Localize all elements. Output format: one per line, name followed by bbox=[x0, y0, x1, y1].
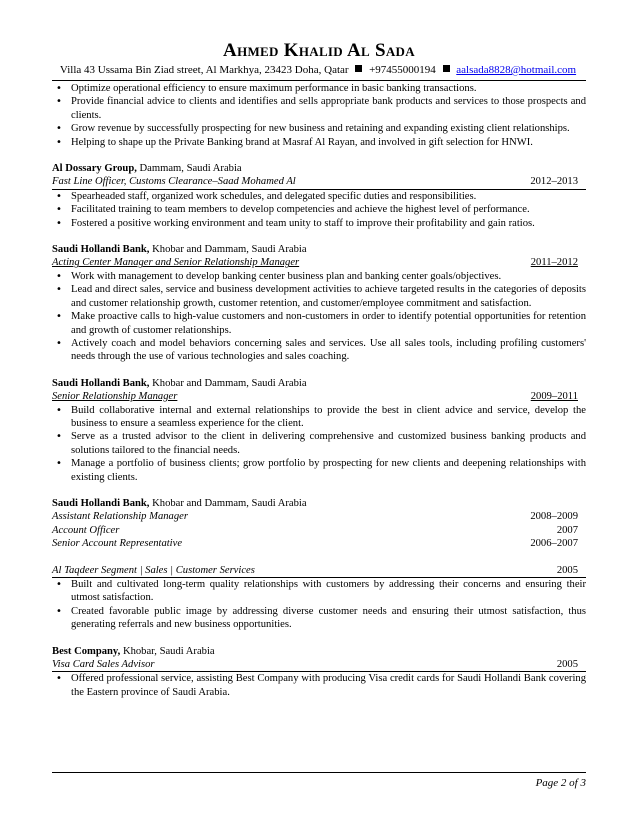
role-title: Assistant Relationship Manager bbox=[52, 511, 188, 523]
role-line bbox=[52, 390, 586, 403]
role-dates: 2011–2012 bbox=[530, 257, 578, 269]
company-line bbox=[52, 377, 586, 390]
bullet-item: • Offered professional service, assisting Best Company with producing Visa credit cards for Saudi Hollandi Bank covering the Eastern province of Saudi Arabia. bbox=[52, 672, 586, 699]
bullet-item: • Optimize operational efficiency to ensure maximum performance in basic banking transactions. bbox=[52, 82, 586, 95]
bullet-item: • Serve as a trusted advisor to the client in delivering comprehensive and customized business banking products and solutions tailored to the financial needs. bbox=[52, 430, 586, 457]
role-dates: 2009–2011 bbox=[530, 391, 578, 403]
bullet-item: • Build collaborative internal and external relationships to provide the best in client advice and service, develop the business to ensure a seamless experience for the client. bbox=[52, 404, 586, 431]
job-bullet-list bbox=[52, 190, 586, 230]
bullet-item: • Grow revenue by successfully prospecting for new business and retaining and expanding existing client relationships. bbox=[52, 122, 586, 135]
role-title: Al Taqdeer Segment | Sales | Customer Services bbox=[52, 564, 255, 576]
role-line bbox=[52, 564, 586, 578]
role-dates: 2006–2007 bbox=[530, 538, 578, 550]
role-dates: 2008–2009 bbox=[530, 511, 578, 523]
spacer bbox=[52, 551, 586, 564]
company-name: Al Dossary Group, bbox=[52, 163, 137, 175]
resume-content bbox=[52, 82, 586, 699]
bullet-item: • Built and cultivated long-term quality relationships with customers by addressing their concerns and ensuring their utmost satisfaction. bbox=[52, 578, 586, 605]
company-line bbox=[52, 497, 586, 510]
role-title: Fast Line Officer, Customs Clearance–Saad Mohamed Al bbox=[52, 176, 296, 188]
company-line bbox=[52, 243, 586, 256]
bullet-item: • Lead and direct sales, service and business development activities to achieve targeted results in the categories of deposits and customer relationship growth, customer retention, and customer/employee commitment and satisfaction. bbox=[52, 283, 586, 310]
role-title: Account Officer bbox=[52, 524, 120, 536]
bullet-item: • Facilitated training to team members to develop competencies and achieve the highest level of performance. bbox=[52, 203, 586, 216]
company-name: Best Company, bbox=[52, 645, 121, 657]
job-entry bbox=[52, 243, 586, 364]
company-line bbox=[52, 162, 586, 175]
role-line bbox=[52, 256, 586, 269]
role-title: Visa Card Sales Advisor bbox=[52, 659, 155, 671]
bullet-item: • Provide financial advice to clients and identifies and sells appropriate bank products and services to those prospects and clients. bbox=[52, 95, 586, 122]
bullet-item: • Spearheaded staff, organized work schedules, and delegated specific duties and responsibilities. bbox=[52, 190, 586, 203]
address: Villa 43 Ussama Bin Ziad street, Al Markhya, 23423 Doha, Qatar bbox=[59, 64, 349, 76]
company-name: Saudi Hollandi Bank, bbox=[52, 497, 150, 509]
bullet-item: • Created favorable public image by addressing diverse customer needs and ensuring their utmost satisfaction, thus generating referrals and new business opportunities. bbox=[52, 605, 586, 632]
company-location: Khobar and Dammam, Saudi Arabia bbox=[152, 377, 307, 389]
job-bullet-list bbox=[52, 270, 586, 364]
header-divider bbox=[52, 80, 586, 81]
company-location: Khobar, Saudi Arabia bbox=[122, 645, 215, 657]
candidate-name: Ahmed Khalid Al Sada bbox=[223, 40, 415, 61]
job-entry bbox=[52, 497, 586, 632]
role-dates: 2012–2013 bbox=[530, 176, 578, 188]
bullet-item: • Actively coach and model behaviors concerning sales and services. Use all sales tools, including profiling customers' needs through the use of various technologies and sales coaching. bbox=[52, 337, 586, 364]
company-name: Saudi Hollandi Bank, bbox=[52, 377, 150, 389]
role-dates: 2005 bbox=[556, 659, 578, 671]
email-link[interactable]: aalsada8828@hotmail.com bbox=[456, 64, 577, 76]
company-location: Dammam, Saudi Arabia bbox=[139, 163, 242, 175]
company-name: Saudi Hollandi Bank, bbox=[52, 244, 150, 256]
phone: +97455000194 bbox=[369, 64, 436, 76]
company-location: Khobar and Dammam, Saudi Arabia bbox=[152, 497, 307, 509]
role-title: Acting Center Manager and Senior Relationship Manager bbox=[52, 257, 300, 269]
role-line bbox=[52, 175, 586, 189]
bullet-item: • Make proactive calls to high-value customers and non-customers in order to identify potential opportunities for retention and growth of customer relationships. bbox=[52, 310, 586, 337]
job-entry bbox=[52, 645, 586, 700]
footer-divider bbox=[52, 772, 586, 773]
role-line bbox=[52, 524, 586, 537]
role-dates: 2007 bbox=[556, 524, 578, 536]
job-entry bbox=[52, 377, 586, 484]
role-line bbox=[52, 510, 586, 523]
bullet-item: • Work with management to develop banking center business plan and banking center goals/objectives. bbox=[52, 270, 586, 283]
bullet-item: • Helping to shape up the Private Banking brand at Masraf Al Rayan, and involved in gift selection for HNWI. bbox=[52, 136, 586, 149]
job-bullet-list bbox=[52, 578, 586, 632]
job-bullet-list bbox=[52, 672, 586, 699]
job-bullet-list bbox=[52, 404, 586, 484]
bullet-item: • Manage a portfolio of business clients; grow portfolio by prospecting for new clients and deepening relationships with existing clients. bbox=[52, 457, 586, 484]
bullet-item: • Fostered a positive working environment and team unity to staff to improve their profitability and gain ratios. bbox=[52, 217, 586, 230]
role-dates: 2005 bbox=[556, 564, 578, 576]
company-line bbox=[52, 645, 586, 658]
role-line bbox=[52, 537, 586, 550]
intro-bullet-list bbox=[52, 82, 586, 149]
job-list bbox=[52, 162, 586, 699]
role-line bbox=[52, 658, 586, 672]
contact-line bbox=[50, 63, 586, 77]
page-number: Page 2 of 3 bbox=[535, 777, 586, 789]
role-title: Senior Relationship Manager bbox=[52, 391, 178, 403]
square-bullet-icon bbox=[443, 65, 450, 72]
square-bullet-icon bbox=[355, 65, 362, 72]
role-title: Senior Account Representative bbox=[52, 538, 183, 550]
company-location: Khobar and Dammam, Saudi Arabia bbox=[152, 244, 307, 256]
job-entry bbox=[52, 162, 586, 230]
